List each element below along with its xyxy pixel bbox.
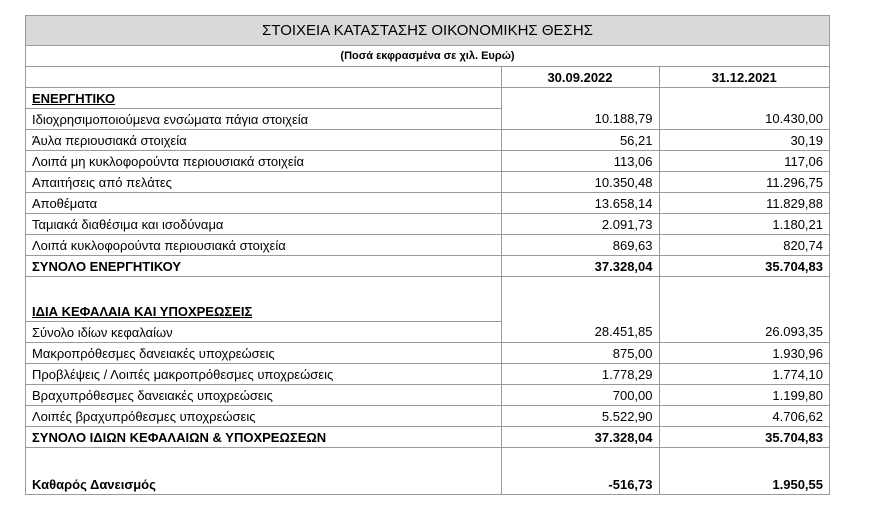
blank-cell (659, 448, 829, 471)
row-value-2021: 1.180,21 (659, 214, 829, 235)
blank-cell (659, 88, 829, 109)
total-equity-liabilities-row (26, 427, 829, 448)
net-debt-label: Καθαρός Δανεισμός (26, 470, 501, 495)
row-value-2021: 30,19 (659, 130, 829, 151)
row-value-2021: 11.829,88 (659, 193, 829, 214)
financial-position-table (25, 15, 830, 495)
row-value-2022: 13.658,14 (501, 193, 659, 214)
total-equity-liabilities-2021: 35.704,83 (659, 427, 829, 448)
row-value-2021: 26.093,35 (659, 322, 829, 343)
table-row (26, 235, 829, 256)
table-row (26, 364, 829, 385)
table-title: ΣΤΟΙΧΕΙΑ ΚΑΤΑΣΤΑΣΗΣ ΟΙΚΟΝΟΜΙΚΗΣ ΘΕΣΗΣ (26, 16, 829, 46)
column-header-2021: 31.12.2021 (659, 67, 829, 88)
row-value-2021: 117,06 (659, 151, 829, 172)
row-label: Προβλέψεις / Λοιπές μακροπρόθεσμες υποχρεώσεις (26, 364, 501, 385)
row-label: Ιδιοχρησιμοποιούμενα ενσώματα πάγια στοιχεία (26, 109, 501, 130)
title-row (26, 16, 829, 46)
row-value-2022: 700,00 (501, 385, 659, 406)
table-row (26, 151, 829, 172)
table-row (26, 385, 829, 406)
row-value-2022: 2.091,73 (501, 214, 659, 235)
table-row (26, 193, 829, 214)
subtitle-row (26, 46, 829, 67)
blank-cell (501, 301, 659, 322)
table-row (26, 109, 829, 130)
row-label: Λοιπές βραχυπρόθεσμες υποχρεώσεις (26, 406, 501, 427)
table-row (26, 172, 829, 193)
column-header-2022: 30.09.2022 (501, 67, 659, 88)
row-label: Αποθέματα (26, 193, 501, 214)
total-assets-2022: 37.328,04 (501, 256, 659, 277)
net-debt-2021: 1.950,55 (659, 470, 829, 495)
table-row (26, 130, 829, 151)
blank-cell (501, 277, 659, 302)
row-label: Λοιπά κυκλοφορούντα περιουσιακά στοιχεία (26, 235, 501, 256)
total-assets-label: ΣΥΝΟΛΟ ΕΝΕΡΓΗΤΙΚΟΥ (26, 256, 501, 277)
row-value-2021: 1.930,96 (659, 343, 829, 364)
spacer-row (26, 277, 829, 302)
row-value-2022: 1.778,29 (501, 364, 659, 385)
row-value-2021: 820,74 (659, 235, 829, 256)
net-debt-2022: -516,73 (501, 470, 659, 495)
blank-cell (659, 301, 829, 322)
table-row (26, 406, 829, 427)
table-row (26, 343, 829, 364)
total-assets-row (26, 256, 829, 277)
row-value-2021: 10.430,00 (659, 109, 829, 130)
row-value-2022: 869,63 (501, 235, 659, 256)
blank-cell (501, 448, 659, 471)
header-blank (26, 67, 501, 88)
row-label: Σύνολο ιδίων κεφαλαίων (26, 322, 501, 343)
row-value-2022: 875,00 (501, 343, 659, 364)
row-value-2022: 10.350,48 (501, 172, 659, 193)
row-label: Ταμιακά διαθέσιμα και ισοδύναμα (26, 214, 501, 235)
row-label: Απαιτήσεις από πελάτες (26, 172, 501, 193)
total-assets-2021: 35.704,83 (659, 256, 829, 277)
blank-cell (501, 88, 659, 109)
row-value-2021: 4.706,62 (659, 406, 829, 427)
row-label: Άυλα περιουσιακά στοιχεία (26, 130, 501, 151)
row-value-2021: 11.296,75 (659, 172, 829, 193)
section-heading-assets: ΕΝΕΡΓΗΤΙΚΟ (26, 88, 501, 109)
row-value-2022: 113,06 (501, 151, 659, 172)
blank-cell (26, 448, 501, 471)
row-value-2022: 10.188,79 (501, 109, 659, 130)
blank-cell (659, 277, 829, 302)
row-value-2021: 1.199,80 (659, 385, 829, 406)
header-row (26, 67, 829, 88)
section-heading-row (26, 301, 829, 322)
total-equity-liabilities-2022: 37.328,04 (501, 427, 659, 448)
table-subtitle: (Ποσά εκφρασμένα σε χιλ. Ευρώ) (26, 46, 829, 67)
row-label: Βραχυπρόθεσμες δανειακές υποχρεώσεις (26, 385, 501, 406)
row-value-2021: 1.774,10 (659, 364, 829, 385)
section-heading-equity-liabilities: ΙΔΙΑ ΚΕΦΑΛΑΙΑ ΚΑΙ ΥΠΟΧΡΕΩΣΕΙΣ (26, 301, 501, 322)
spacer-row (26, 448, 829, 471)
row-label: Λοιπά μη κυκλοφορούντα περιουσιακά στοιχεία (26, 151, 501, 172)
table-row (26, 322, 829, 343)
section-heading-row (26, 88, 829, 109)
row-value-2022: 5.522,90 (501, 406, 659, 427)
net-debt-row (26, 470, 829, 495)
row-value-2022: 56,21 (501, 130, 659, 151)
table-row (26, 214, 829, 235)
total-equity-liabilities-label: ΣΥΝΟΛΟ ΙΔΙΩΝ ΚΕΦΑΛΑΙΩΝ & ΥΠΟΧΡΕΩΣΕΩΝ (26, 427, 501, 448)
blank-cell (26, 277, 501, 302)
row-value-2022: 28.451,85 (501, 322, 659, 343)
row-label: Μακροπρόθεσμες δανειακές υποχρεώσεις (26, 343, 501, 364)
